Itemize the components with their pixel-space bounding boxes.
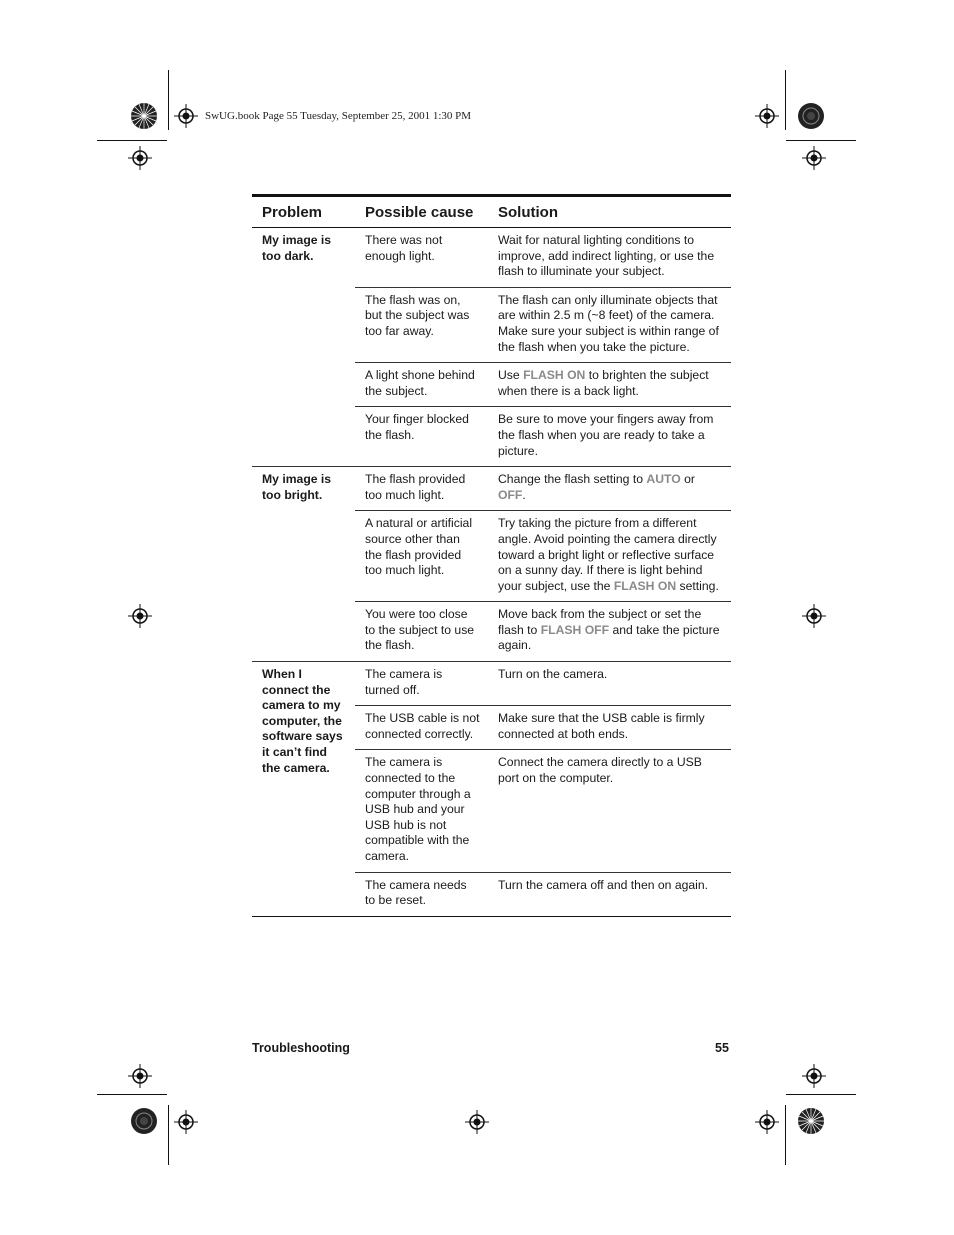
crosshair-registration-mark-icon [465, 1110, 489, 1134]
crop-line [97, 1094, 167, 1095]
solution-text: or [680, 472, 695, 487]
cause-cell: The flash was on, but the subject was too far away. [355, 287, 488, 362]
cause-cell: The USB cable is not connected correctly. [355, 706, 488, 750]
solution-cell [488, 511, 731, 602]
footer-section-title: Troubleshooting [252, 1041, 350, 1055]
table-body [252, 228, 731, 917]
setting-keyword: FLASH ON [613, 578, 677, 593]
problem-cell: When I connect the camera to my computer, the software says it can’t find the camera. [252, 662, 355, 917]
table-bottom-rule-cell [252, 916, 731, 917]
crop-line [168, 1105, 169, 1165]
solution-text: Try taking the picture from a different angle. Avoid pointing the camera directly toward a bright light or reflective surface on a sunny day. If there is light behind your subject, use the [498, 516, 717, 593]
header-solution: Solution [488, 196, 731, 228]
table-bottom-rule [252, 916, 731, 917]
crosshair-registration-mark-icon [802, 146, 826, 170]
starburst-print-mark-icon [130, 102, 158, 130]
header-possible-cause: Possible cause [355, 196, 488, 228]
solution-text: Wait for natural lighting conditions to improve, add indirect lighting, or use the flash to illuminate your subject. [498, 233, 715, 279]
crosshair-registration-mark-icon [755, 104, 779, 128]
header-problem: Problem [252, 196, 355, 228]
setting-keyword: AUTO [646, 472, 681, 487]
solution-cell [488, 467, 731, 511]
solution-text: Make sure that the USB cable is firmly connected at both ends. [498, 711, 705, 741]
starburst-print-mark-icon [797, 1107, 825, 1135]
problem-cell: My image is too dark. [252, 228, 355, 467]
cause-cell: A light shone behind the subject. [355, 363, 488, 407]
starburst-print-mark-icon [130, 1107, 158, 1135]
solution-text: Be sure to move your fingers away from the flash when you are ready to take a picture. [498, 412, 714, 458]
solution-text: . [522, 487, 526, 502]
cause-cell: You were too close to the subject to use the flash. [355, 602, 488, 662]
problem-cell: My image is too bright. [252, 467, 355, 662]
solution-cell [488, 662, 731, 706]
crop-line [168, 70, 169, 130]
solution-text: Use [498, 368, 524, 383]
solution-text: Move back from the subject or set the flash to [498, 607, 702, 637]
cause-cell: Your finger blocked the flash. [355, 407, 488, 467]
troubleshooting-table [252, 194, 731, 917]
setting-keyword: FLASH OFF [540, 622, 610, 637]
crop-line [97, 140, 167, 141]
solution-text: Connect the camera directly to a USB port on the computer. [498, 755, 702, 786]
crosshair-registration-mark-icon [128, 1064, 152, 1088]
crop-line [785, 70, 786, 130]
solution-cell [488, 750, 731, 872]
crosshair-registration-mark-icon [174, 1110, 198, 1134]
cause-cell: The camera is turned off. [355, 662, 488, 706]
solution-text: setting. [676, 578, 719, 593]
crosshair-registration-mark-icon [128, 604, 152, 628]
setting-keyword: OFF [498, 487, 523, 502]
setting-keyword: FLASH ON [523, 368, 586, 383]
solution-cell [488, 706, 731, 750]
solution-text: Change the flash setting to [498, 472, 647, 487]
table-row [252, 662, 731, 706]
solution-cell [488, 407, 731, 467]
cause-cell: A natural or artificial source other than the flash provided too much light. [355, 511, 488, 602]
crosshair-registration-mark-icon [755, 1110, 779, 1134]
solution-cell [488, 228, 731, 288]
crop-line [786, 140, 856, 141]
cause-cell: The camera needs to be reset. [355, 872, 488, 916]
solution-text: Turn the camera off and then on again. [498, 877, 709, 892]
solution-cell [488, 602, 731, 662]
table-row [252, 467, 731, 511]
crosshair-registration-mark-icon [174, 104, 198, 128]
crosshair-registration-mark-icon [802, 604, 826, 628]
table-header-row [252, 196, 731, 228]
cause-cell: The flash provided too much light. [355, 467, 488, 511]
solution-text: Turn on the camera. [498, 667, 608, 682]
cause-cell: The camera is connected to the computer through a USB hub and your USB hub is not compatible with the camera. [355, 750, 488, 872]
solution-cell [488, 287, 731, 362]
crosshair-registration-mark-icon [802, 1064, 826, 1088]
print-slug: SwUG.book Page 55 Tuesday, September 25, 2001 1:30 PM [205, 110, 472, 122]
starburst-print-mark-icon [797, 102, 825, 130]
solution-cell [488, 872, 731, 916]
solution-text: and take the picture again. [498, 622, 720, 653]
cause-cell: There was not enough light. [355, 228, 488, 288]
crosshair-registration-mark-icon [128, 146, 152, 170]
crop-line [786, 1094, 856, 1095]
solution-text: The flash can only illuminate objects that are within 2.5 m (~8 feet) of the camera. Make sure your subject is within range of the flash when you take the picture. [498, 292, 719, 354]
solution-cell [488, 363, 731, 407]
crop-line [785, 1105, 786, 1165]
solution-text: to brighten the subject when there is a back light. [498, 368, 709, 398]
footer-page-number: 55 [715, 1041, 729, 1055]
table-row [252, 228, 731, 288]
